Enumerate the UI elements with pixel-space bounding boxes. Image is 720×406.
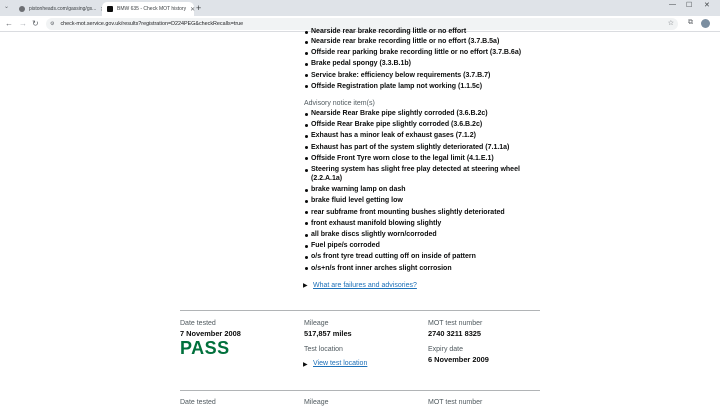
failures-advisories-link[interactable]: What are failures and advisories?	[313, 282, 417, 289]
list-item: Steering system has slight free play detected at steering wheel (2.2.A.1a)	[311, 166, 526, 183]
back-arrow-icon[interactable]: ←	[5, 19, 13, 28]
bookmark-star-icon[interactable]: ☆	[667, 20, 674, 27]
mot-test-number-value: 2740 3211 8325	[428, 329, 482, 338]
mileage-label: Mileage	[304, 320, 329, 327]
list-item: brake fluid level getting low	[311, 197, 526, 206]
date-tested-label: Date tested	[180, 320, 216, 327]
list-item: front exhaust manifold blowing slightly	[311, 220, 526, 229]
list-item: Offside Registration plate lamp not working (1.1.5c)	[311, 83, 526, 92]
list-item: Service brake: efficiency below requirements (3.7.B.7)	[311, 72, 526, 81]
page-content	[0, 28, 720, 406]
mileage-label: Mileage	[304, 399, 329, 406]
tab-mot-history[interactable]	[102, 2, 194, 16]
site-info-icon[interactable]: ⚙	[50, 21, 55, 27]
date-tested-value: 7 November 2008	[180, 329, 241, 338]
list-item: brake warning lamp on dash	[311, 186, 526, 195]
list-item: Exhaust has part of the system slightly deteriorated (7.1.1a)	[311, 144, 526, 153]
test-location-label: Test location	[304, 346, 343, 353]
fail-item: Nearside rear brake recording little or no effort	[311, 28, 526, 37]
list-item: Offside Rear Brake pipe slightly corroded (3.6.B.2c)	[311, 121, 526, 130]
mot-test-number-label: MOT test number	[428, 320, 483, 327]
list-item: Nearside Rear Brake pipe slightly corroded (3.6.B.2c)	[311, 110, 526, 119]
tab-strip	[0, 0, 720, 16]
view-test-location-link[interactable]: View test location	[313, 360, 368, 367]
expiry-date-label: Expiry date	[428, 346, 464, 353]
maximize-icon[interactable]: ☐	[686, 2, 693, 9]
triangle-right-icon: ▶	[303, 362, 308, 368]
list-item: Nearside rear brake recording little or no effort (3.7.B.5a)	[311, 38, 526, 47]
list-item: Exhaust has a minor leak of exhaust gases (7.1.2)	[311, 132, 526, 141]
new-tab-plus-icon[interactable]: +	[196, 3, 202, 13]
list-item: Offside Front Tyre worn close to the legal limit (4.1.E.1)	[311, 155, 526, 164]
gov-favicon-icon	[107, 6, 113, 12]
tab-pistonheads[interactable]	[14, 2, 102, 16]
list-item: o/s+n/s front inner arches slight corrosion	[311, 265, 526, 274]
list-item: o/s front tyre tread cutting off on inside of pattern	[311, 253, 526, 262]
reload-icon[interactable]: ↻	[32, 19, 39, 28]
expiry-date-value: 6 November 2009	[428, 355, 489, 364]
test-result-pass: PASS	[180, 338, 230, 358]
extensions-puzzle-icon[interactable]: ⧉	[688, 19, 693, 26]
close-window-icon[interactable]: ✕	[704, 2, 710, 9]
url-text: check-mot.service.gov.uk/results?registration=D224PEG&checkRecalls=true	[60, 21, 244, 27]
mileage-value: 517,857 miles	[304, 329, 352, 338]
list-item: Fuel pipe/s corroded	[311, 242, 526, 251]
profile-avatar[interactable]	[701, 19, 710, 28]
tab-search-icon[interactable]: ⌄	[4, 4, 10, 10]
triangle-right-icon: ▶	[303, 283, 308, 289]
list-item: all brake discs slightly worn/corroded	[311, 231, 526, 240]
list-item: rear subframe front mounting bushes slightly deteriorated	[311, 209, 526, 218]
date-tested-label: Date tested	[180, 399, 216, 406]
tab-title: BMW 635 - Check MOT history	[117, 6, 187, 12]
tab-title: pistonheads.com/gassing/gs...	[29, 6, 97, 12]
advisory-heading: Advisory notice item(s)	[304, 100, 375, 107]
forward-arrow-icon[interactable]: →	[19, 19, 27, 28]
minimize-icon[interactable]: —	[669, 1, 676, 8]
section-divider	[180, 310, 540, 311]
close-tab-icon[interactable]: ✕	[190, 6, 196, 13]
pistonheads-favicon-icon	[19, 6, 25, 12]
mot-test-number-label: MOT test number	[428, 399, 483, 406]
list-item: Offside rear parking brake recording little or no effort (3.7.B.6a)	[311, 49, 526, 58]
section-divider	[180, 390, 540, 391]
list-item: Brake pedal spongy (3.3.B.1b)	[311, 60, 526, 69]
